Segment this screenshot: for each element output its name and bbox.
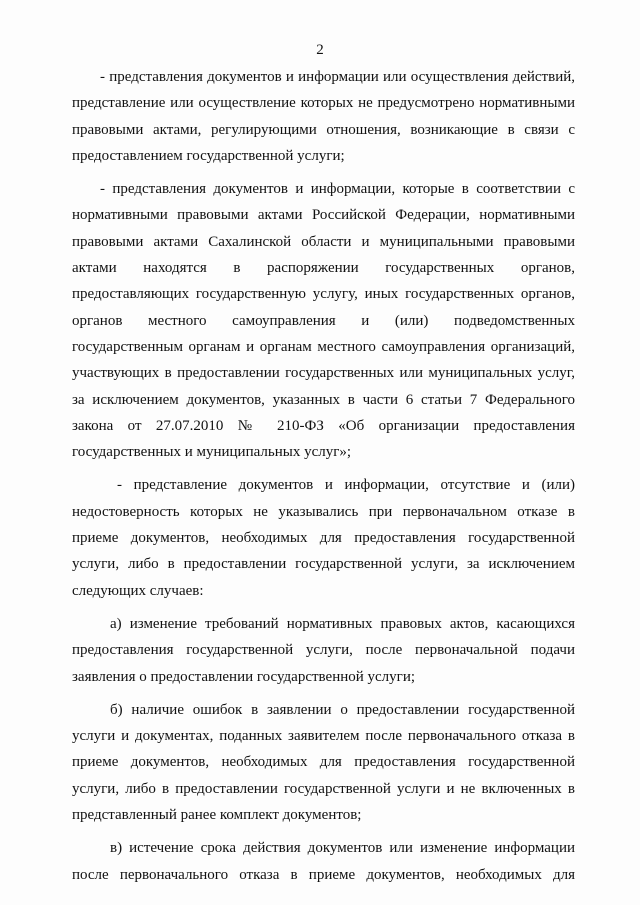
text-line: предоставляющих государственную услугу, иных государственных органов, bbox=[72, 286, 575, 303]
text-line: недостоверность которых не указывались при первоначальном отказе в bbox=[72, 503, 575, 520]
text-line: государственным органам и органам местного самоуправления организаций, bbox=[72, 338, 575, 355]
paragraph bbox=[72, 611, 575, 690]
text-line: услуги и документах, поданных заявителем после первоначального отказа в bbox=[72, 728, 575, 745]
text-line: - представление документов и информации, отсутствие и (или) bbox=[117, 477, 575, 494]
paragraph bbox=[72, 835, 575, 888]
text-line: нормативными правовыми актами Российской Федерации, нормативными bbox=[72, 207, 575, 224]
text-line: участвующих в предоставлении государственных или муниципальных услуг, bbox=[72, 365, 575, 382]
text-line: за исключением документов, указанных в части 6 статьи 7 Федерального bbox=[72, 391, 575, 408]
text-line: услуги, либо в предоставлении государственной услуги и не включенных в bbox=[72, 780, 575, 797]
text-line: закона от 27.07.2010 № 210-ФЗ «Об организации предоставления bbox=[72, 417, 575, 434]
text-line: услуги, либо в предоставлении государственной услуги, за исключением bbox=[72, 556, 575, 573]
text-line: актами находятся в распоряжении государственных органов, bbox=[72, 260, 575, 277]
text-line: предоставлением государственной услуги; bbox=[72, 147, 345, 164]
text-line: - представления документов и информации, которые в соответствии с bbox=[100, 181, 575, 198]
text-line: в) истечение срока действия документов или изменение информации bbox=[110, 840, 575, 857]
paragraph bbox=[72, 697, 575, 828]
text-line: приеме документов, необходимых для предоставления государственной bbox=[72, 530, 575, 547]
page-number: 2 bbox=[316, 42, 324, 58]
text-line: предоставления государственной услуги, после первоначальной подачи bbox=[72, 642, 575, 659]
text-line: после первоначального отказа в приеме документов, необходимых для bbox=[72, 866, 575, 883]
document-body bbox=[72, 64, 575, 888]
text-line: правовыми актами, регулирующими отношения, возникающие в связи с bbox=[72, 121, 575, 138]
text-line: представленный ранее комплект документов; bbox=[72, 807, 362, 824]
text-line: приеме документов, необходимых для предоставления государственной bbox=[72, 754, 575, 771]
text-line: правовыми актами Сахалинской области и муниципальными правовыми bbox=[72, 233, 575, 250]
text-line: заявления о предоставлении государственной услуги; bbox=[72, 668, 416, 685]
text-line: - представления документов и информации или осуществления действий, bbox=[100, 69, 575, 85]
text-line: государственных и муниципальных услуг»; bbox=[72, 444, 352, 461]
text-line: представление или осуществление которых не предусмотрено нормативными bbox=[72, 95, 575, 112]
text-line: следующих случаев: bbox=[72, 582, 204, 599]
text-line: б) наличие ошибок в заявлении о предоставлении государственной bbox=[110, 701, 575, 718]
text-line: органов местного самоуправления и (или) подведомственных bbox=[72, 312, 575, 329]
text-line: а) изменение требований нормативных правовых актов, касающихся bbox=[110, 615, 575, 632]
paragraph bbox=[72, 64, 575, 169]
paragraph bbox=[72, 176, 575, 465]
paragraph bbox=[72, 472, 575, 603]
